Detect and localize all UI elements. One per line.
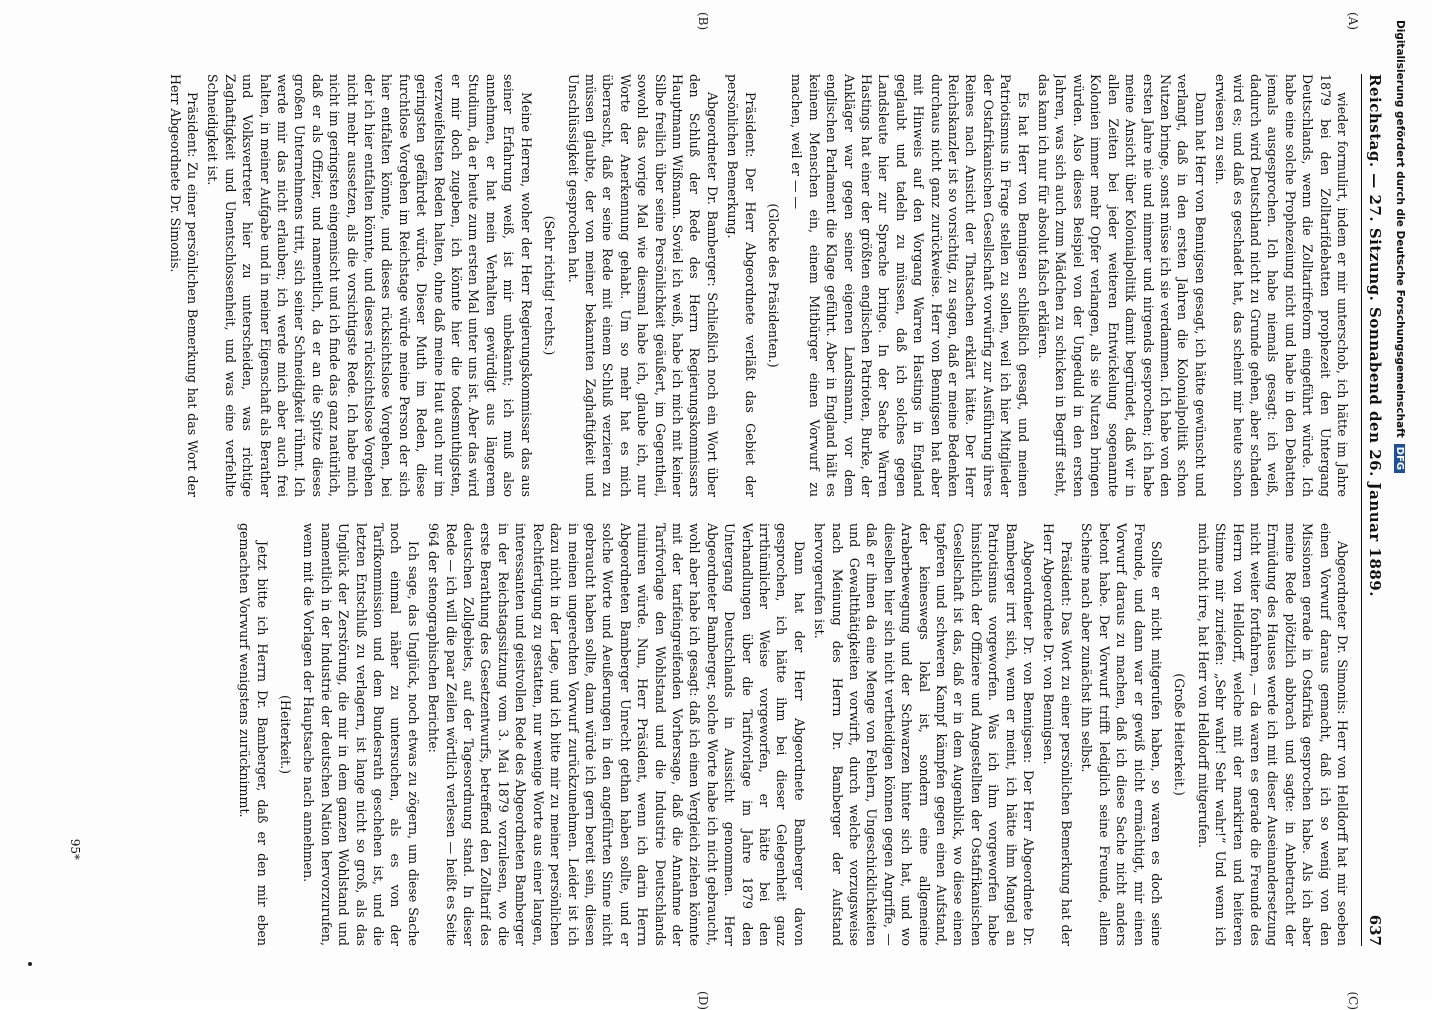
paragraph: wieder formulirt, indem er mir unterschob, ich hätte im Jahre 1879 bei den Zolltarifdebatten prophezeit den Untergang Deutschlands, wenn die Zolltarifreform eingeführt würde. Ich habe eine solche Prophezeiung nicht und habe in den Debatten jemals ausgesprochen. Ich habe niemals gesagt: ich weiß, dadurch wird Deutschland nicht zu Grunde gehen, aber schaden wird es; und daß es geschadet hat, das scheint mir heute schon erwiesen zu sein.	[1213, 74, 1350, 497]
paragraph: Dann hat der Herr Abgeordnete Bamberger davon gesprochen, ich hätte ihm bei dieser Gelegenheit ganz irrthümlicher Weise vorgeworfen, er hätte bei den Verhandlungen über die Tarifvorlage im Jahre 1879 den Untergang Deutschlands in Aussicht genommen. Herr Abgeordneter Bamberger, solche Worte habe ich nicht gebraucht, wohl aber habe ich gesagt: daß ich einen Vergleich ziehen könnte mit der tarifeingreifenden Vorhersage, daß die Annahme der Tarifvorlage den Wohlstand und die Industrie Deutschlands ruiniren würde. Nun, Herr Präsident, wenn ich darin Herrn Abgeordneten Bamberger Unrecht gethan haben sollte, und er solche Worte und Aeußerungen in den angeführten Sinne nicht gebraucht haben sollte, dann würde ich gern bereit sein, diesen in meinen ungerechten Vorwurf zurückzunehmen. Leider ist ich dazu nicht in der Lage, und ich bitte mir zu meiner persönlichen Rechtfertigung zu gestatten, nur wenige Worte aus einer langen, interessanten und geistvollen Rede des Abgeordneten Bamberger in der Reichstagssitzung vom 3. Mai 1879 vorzulesen, wo die erste Berathung des Gesetzentwurfs, betreffend den Zolltarif des deutschen Zollgebiets, auf der Tagesordnung stand. In dieser Rede — ich will die paar Zeilen wörtlich verlesen — heißt es Seite 964 der stenographischen Berichte:	[426, 523, 807, 946]
scan-speck	[28, 962, 32, 966]
paragraph: Es hat Herr von Bennigsen schließlich gesagt, und meinen Patriotismus in Frage stellen zu sollen, weil ich hier Mitglieder der Ostafrikanischen Gesellschaft vorwürfig zur Ausführung ihres Reines nach Ansicht der Thatsachen erklärt hätte. Der Herr Reichskanzler ist so vorsichtig, zu sagen, daß er meine Bedenken durchaus nicht ganz zurückweise. Herr von Bennigsen hat aber mit Hinweis auf den Vorgang Warren Hastings in England geglaubt und tadeln zu müssen, daß ich solches gegen Landsleute hier zur Sprache bringe. In der Sache Warren Hastings hat einer der größten englischen Patrioten, Burke, der Ankläger war gegen seiner eigenen Landsmann, vor dem englischen Parlament die Klage geführt. Aber in England hält es keinem Menschen ein, einem Mitbürger einen Vorwurf zu machen, weil er — —	[789, 74, 1031, 497]
margin-marker-c: (C)	[1346, 991, 1360, 1010]
interjection: (Sehr richtig! rechts.)	[542, 215, 558, 356]
paragraph: Jetzt bitte ich Herrn Dr. Bamberger, daß er den mir eben gemachten Vorwurf wenigstens zurücknimmt.	[237, 523, 270, 946]
dfg-logo: DFG	[1394, 444, 1405, 473]
paragraph: Abgeordneter Dr. Bamberger: Schließlich noch ein Wort über den Schluß der Rede des Herrn Regierungskommissars Hauptmann Wißmann. Soviel ich weiß, habe ich mich mit keiner Silbe freilich über seine Persönlichkeit geäußert, im Gegentheil, sowohl das vorige Mal wie diesmal habe ich, glaube ich, nur Worte der Anerkennung gehabt. Um so mehr hat es mich überrascht, daß er seine Rede mit einem Schluß verzieren zu müssen glaubte, der von meiner bekannten Zaghaftigkeit und Unschlüssigkeit gesprochen hat.	[565, 74, 720, 497]
digitization-credit	[1388, 20, 1406, 980]
margin-marker-d: (D)	[696, 991, 710, 1010]
right-text-column	[71, 523, 1351, 946]
text-columns	[71, 74, 1351, 946]
paragraph: Präsident: Der Herr Abgeordnete verläßt das Gebiet der persönlichen Bemerkung.	[725, 74, 758, 497]
paragraph: Abgeordneter Dr. Simonis: Herr von Helldorff hat mir soeben einen Vorwurf daraus gemacht, daß ich so wenig von den Missionen gerade in Ostafrika gesprochen habe. Als ich aber meine Rede plötzlich abbrach und sagte: in Anbetracht der Ermüdung des Hauses werde ich mit dieser Auseinandersetzung nicht weiter fortfahren, — da waren es gerade die Freunde des Herrn von Helldorff, welche mit der markirten und heiteren Stimme mir zuriefen: „Sehr wahr! Sehr wahr!“ Und wenn ich mich nicht irre, hat Herr von Helldorff mitgerufen.	[1195, 523, 1350, 946]
left-text-column	[71, 74, 1351, 497]
paragraph: Abgeordneter Dr. von Bennigsen: Der Herr Abgeordnete Dr. Bamberger irrt sich, wenn er meint, ich hätte ihm Mangel an Patriotismus vorgeworfen. Was ich ihm vorgeworfen habe hinsichtlich der Offiziere und Angestellten der Ostafrikanischen Gesellschaft ist das, daß er in dem Augenblick, wo diese einen tapferen und schweren Kampf kämpfen gegen einen Aufstand, der keineswegs lokal ist, sondern eine allgemeine Araberbewegung und der Schwarzen hinter sich hat, und wo dieselben hier sich nicht vertheidigen können gegen Angriffe, — daß er ihnen da eine Menge von Fehlern, Ungeschicklichkeiten und Gewaltthätigkeiten vorwirft, durch welche vorzugsweise nach Meinung des Herrn Dr. Bamberger der Aufstand hervorgerufen ist.	[812, 523, 1037, 946]
paragraph: Ich sage, das Unglück, noch etwas zu zögern, um diese Sache noch einmal näher zu untersuchen, als es von der Tarifkommission und dem Bundesrath geschehen ist, und die letzten Entschluß zu verlagern, ist lange nicht so groß, als das Unglück der Zerstörung, die mir in dem ganzen Wohlstand und namentlich in der Industrie der deutschen Nation hervorzurufen, wenn mit die Vorlagen der Hauptsache nach annehmen.	[301, 523, 421, 946]
paragraph: Präsident: Das Wort zu einer persönlichen Bemerkung hat der Herr Abgeordnete Dr. von Bennigsen.	[1041, 523, 1074, 946]
interjection: (Heiterkeit.)	[278, 695, 294, 774]
sheet-signature: 95*	[68, 838, 82, 860]
paragraph: Sollte er nicht mitgerufen haben, so waren es doch seine Freunde, und dann war er gewiß nicht ermächtigt, mir einen Vorwurf daraus zu machen, daß ich diese Sache nicht anders betont habe. Der Vorwurf trifft lediglich seine Freunde, allem Scheine nach aber zunächst ihn selbst.	[1079, 523, 1164, 946]
page-number: 637	[1366, 914, 1384, 946]
margin-marker-a: (A)	[1346, 12, 1360, 31]
interjection: (Große Heiterkeit.)	[1172, 673, 1188, 796]
paragraph: Meine Herren, woher der Herr Regierungskommissar das aus seiner Erfahrung weiß, ist mir unbekannt; ich muß also annehmen, er hat mein Verhalten gewürdigt aus längerem Studium, da er heute zum ersten Mal unter uns ist. Aber das wird er mir doch zugeben, ich könnte hier die todesmuthigsten, verzweifeltsten Reden halten, ohne daß meine Haut auch nur im geringsten gefährdet würde. Dieser Muth im Reden, diese furchtlose Vorgehen im Reichstage würde meine Person der sich hier entfalten könnte, und dieses rücksichtslose Vorgehen, bei der ich hier entfalten könnte, und dieses rücksichtslose Vorgehen nicht mehr aussetzen, als die vorsichtigste Rede. Ich habe mich nicht im geringsten eingemischt und ich finde das ganz natürlich, daß er als Offizier, und namentlich, da er an die Spitze dieses großen Unternehmens tritt, sich seiner Schneidigkeit rühmt. Ich werde mir das nicht erlauben; ich werde mich aber auch frei halten, in meiner Aufgabe und in meiner Eigenschaft als Berather und Volksvertreter hier zu unterscheiden, was richtige Zaghaftigkeit und Unentschlossenheit, und was eine verfehlte Schneidigkeit ist.	[205, 74, 534, 497]
paragraph: Präsident: Zu einer persönlichen Bemerkung hat das Wort der Herr Abgeordnete Dr. Simonis.	[167, 74, 200, 497]
running-title: Reichstag. — 27. Sitzung. Sonnabend den 26. Januar 1889.	[1366, 74, 1384, 597]
credit-text: Digitalisierung gefördert durch die Deutsche Forschungsgemeinschaft	[1394, 20, 1406, 438]
paragraph: Dann hat Herr von Bennigsen gesagt, ich hätte gewünscht und verlangt, daß in den ersten Jahren die Kolonialpolitik schon Nutzen bringe, sonst müsse ich sie verdammen. Ich habe von den ersten Jahre nie und nimmer und nirgends gesprochen; ich habe meine Ansicht über Kolonialpolitik damit begründet, daß wir in allen Zeiten bei jeder weiteren Entwickelung sogenannte Kolonien immer mehr Opfer verlangen, als sie Nutzen bringen würden. Also dieses Beispiel von der Ungeduld in den ersten Jahren, was sich auch zum Mädchen zu schicken in Begriff steht, das kann ich nur für absolut falsch erklären.	[1036, 74, 1208, 497]
margin-marker-b: (B)	[696, 12, 710, 31]
interjection: (Glocke des Präsidenten.)	[766, 203, 781, 368]
page-header	[1361, 74, 1386, 946]
